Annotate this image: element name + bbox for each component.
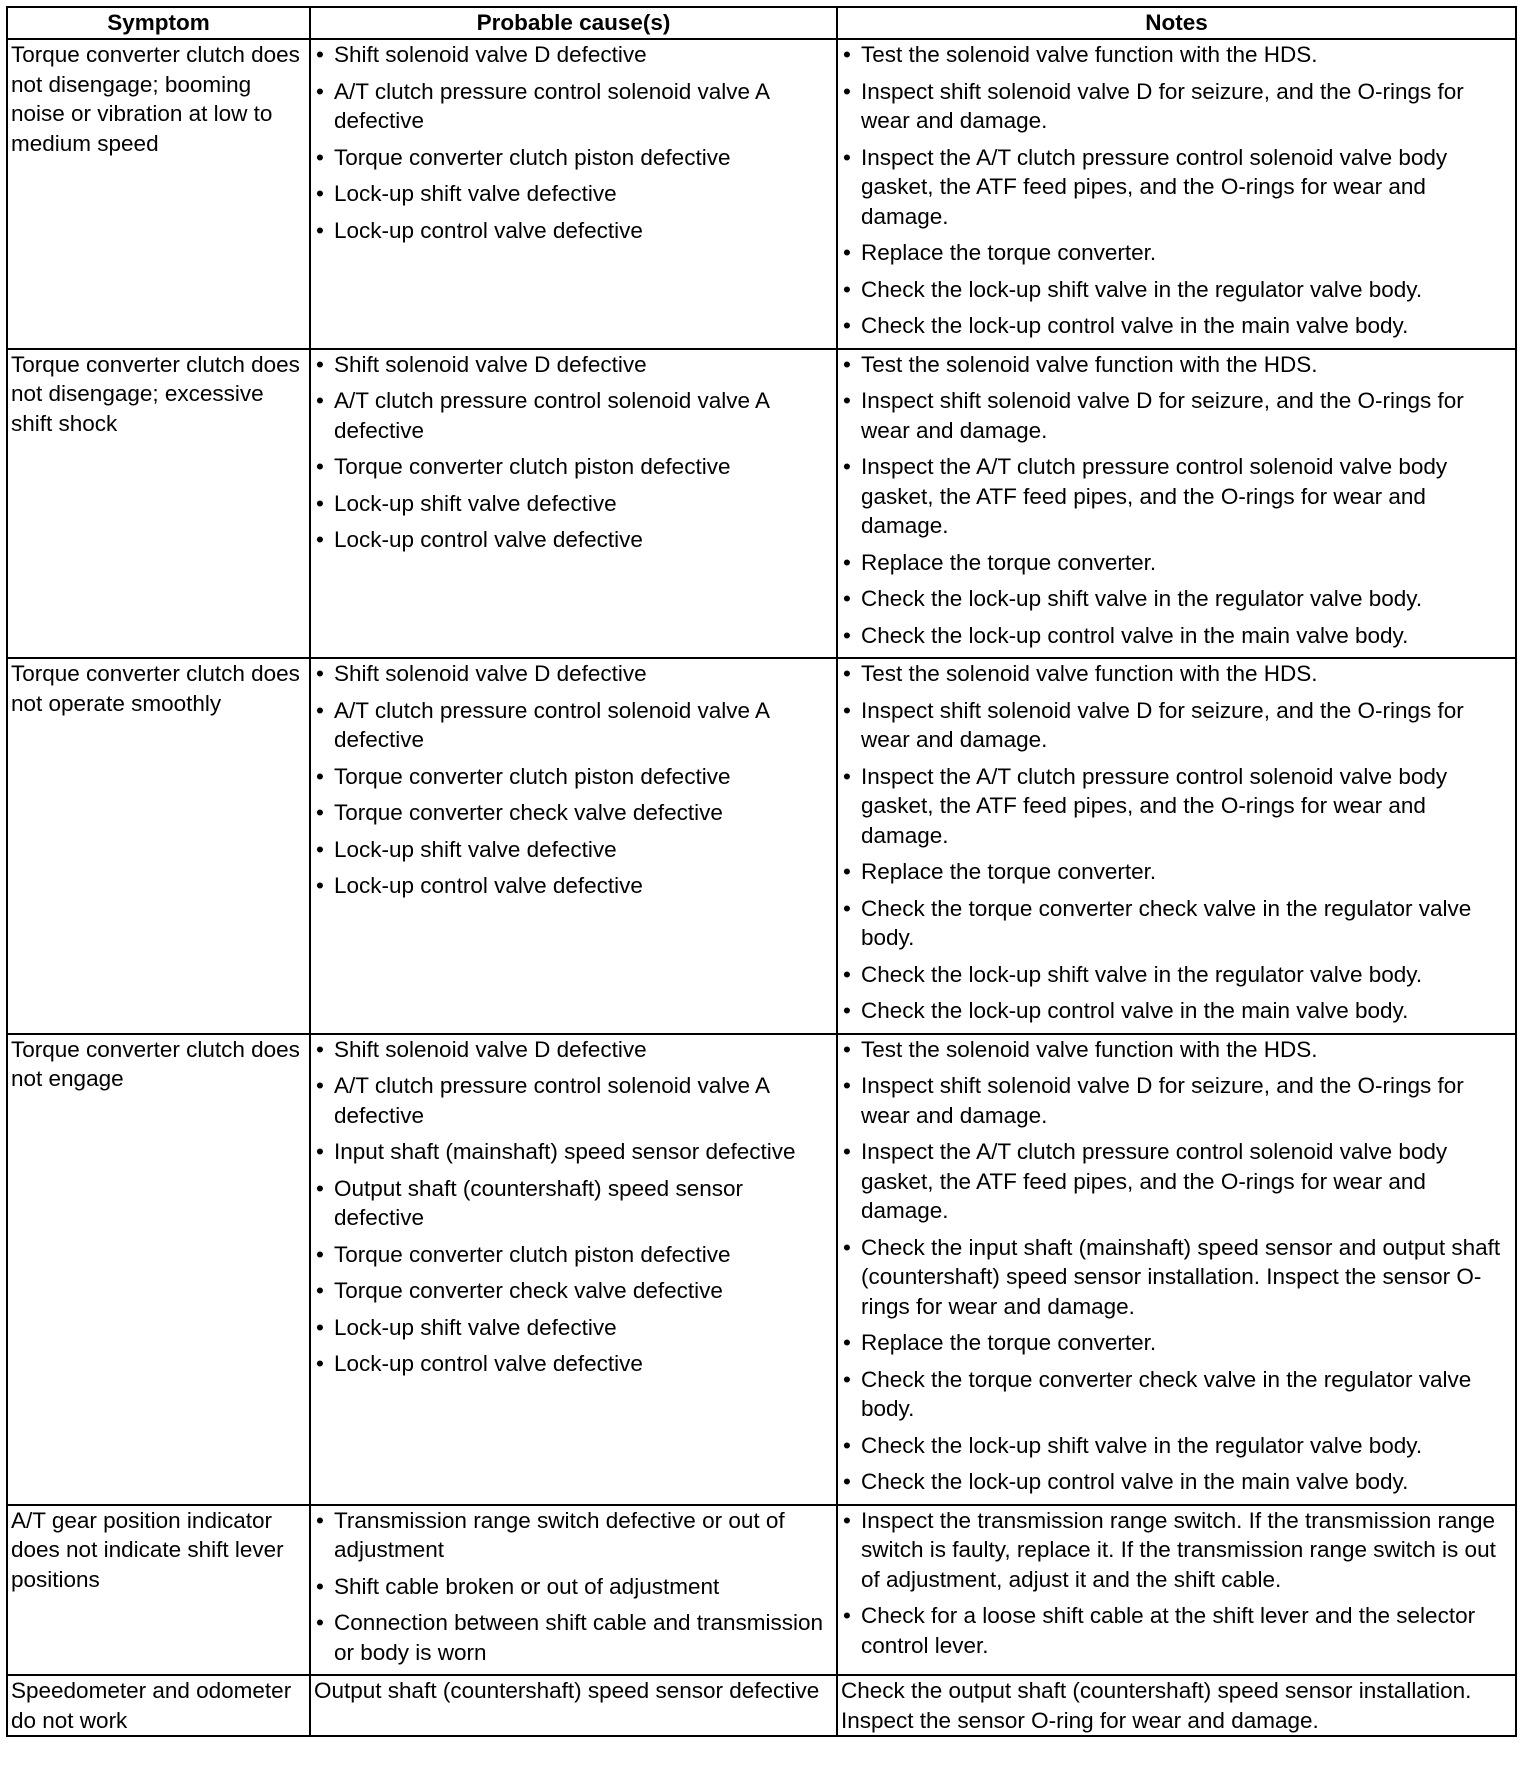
cause-item: • Output shaft (countershaft) speed sensor defective <box>314 1174 834 1233</box>
cause-item: • Torque converter clutch piston defective <box>314 762 834 792</box>
probable-cause-cell <box>310 349 837 659</box>
cause-item: • A/T clutch pressure control solenoid valve A defective <box>314 1071 834 1130</box>
probable-cause-cell: Output shaft (countershaft) speed sensor defective <box>310 1675 837 1736</box>
cause-item: • Lock-up shift valve defective <box>314 179 834 209</box>
notes-cell <box>837 349 1516 659</box>
header-symptom: Symptom <box>7 7 310 39</box>
cause-item: • Torque converter check valve defective <box>314 798 834 828</box>
cause-item: • Shift cable broken or out of adjustment <box>314 1572 834 1602</box>
table-row <box>7 1675 1516 1736</box>
note-item: • Check the lock-up control valve in the main valve body. <box>841 996 1513 1026</box>
symptom-cell: Torque converter clutch does not engage <box>7 1034 310 1505</box>
probable-cause-cell <box>310 39 837 349</box>
cause-item: • Torque converter clutch piston defective <box>314 452 834 482</box>
table-row <box>7 1034 1516 1505</box>
note-item: • Test the solenoid valve function with the HDS. <box>841 659 1513 689</box>
note-item: • Test the solenoid valve function with the HDS. <box>841 350 1513 380</box>
cause-item: • Lock-up shift valve defective <box>314 1313 834 1343</box>
cause-item: • Lock-up control valve defective <box>314 525 834 555</box>
troubleshooting-table <box>6 6 1517 1737</box>
note-item: • Inspect shift solenoid valve D for seizure, and the O-rings for wear and damage. <box>841 1071 1513 1130</box>
note-item: • Check the lock-up control valve in the main valve body. <box>841 621 1513 651</box>
symptom-cell: Speedometer and odometer do not work <box>7 1675 310 1736</box>
note-item: • Inspect shift solenoid valve D for seizure, and the O-rings for wear and damage. <box>841 386 1513 445</box>
cause-list <box>314 659 834 901</box>
note-list <box>841 1035 1513 1497</box>
note-item: • Inspect the A/T clutch pressure control solenoid valve body gasket, the ATF feed pipes, and the O-rings for wear and damage. <box>841 452 1513 541</box>
notes-cell: Check the output shaft (countershaft) speed sensor installation. Inspect the sensor O-ring for wear and damage. <box>837 1675 1516 1736</box>
troubleshooting-page <box>6 6 1515 1737</box>
cause-item: • A/T clutch pressure control solenoid valve A defective <box>314 386 834 445</box>
note-item: • Check the input shaft (mainshaft) speed sensor and output shaft (countershaft) speed sensor installation. Inspect the sensor O-rings for wear and damage. <box>841 1233 1513 1322</box>
notes-cell <box>837 1505 1516 1676</box>
cause-item: • Lock-up shift valve defective <box>314 835 834 865</box>
note-item: • Check the torque converter check valve in the regulator valve body. <box>841 894 1513 953</box>
cause-item: • Lock-up shift valve defective <box>314 489 834 519</box>
notes-cell <box>837 658 1516 1034</box>
note-item: • Check the lock-up shift valve in the regulator valve body. <box>841 960 1513 990</box>
cause-item: • Torque converter check valve defective <box>314 1276 834 1306</box>
note-item: • Inspect the A/T clutch pressure control solenoid valve body gasket, the ATF feed pipes, and the O-rings for wear and damage. <box>841 762 1513 851</box>
note-list <box>841 659 1513 1026</box>
probable-cause-cell <box>310 1505 837 1676</box>
table-row <box>7 349 1516 659</box>
cause-item: • Lock-up control valve defective <box>314 1349 834 1379</box>
note-list <box>841 1506 1513 1661</box>
table-row <box>7 1505 1516 1676</box>
note-list <box>841 40 1513 341</box>
cause-list <box>314 40 834 245</box>
cause-list <box>314 1035 834 1379</box>
note-item: • Test the solenoid valve function with the HDS. <box>841 40 1513 70</box>
note-item: • Check the lock-up shift valve in the regulator valve body. <box>841 1431 1513 1461</box>
notes-cell <box>837 1034 1516 1505</box>
note-item: • Check the lock-up shift valve in the regulator valve body. <box>841 584 1513 614</box>
cause-item: • Input shaft (mainshaft) speed sensor defective <box>314 1137 834 1167</box>
note-item: • Test the solenoid valve function with the HDS. <box>841 1035 1513 1065</box>
cause-item: • Shift solenoid valve D defective <box>314 350 834 380</box>
note-item: • Inspect the A/T clutch pressure control solenoid valve body gasket, the ATF feed pipes, and the O-rings for wear and damage. <box>841 143 1513 232</box>
cause-item: • Connection between shift cable and transmission or body is worn <box>314 1608 834 1667</box>
table-row <box>7 658 1516 1034</box>
cause-list <box>314 1506 834 1668</box>
symptom-cell: Torque converter clutch does not disengage; excessive shift shock <box>7 349 310 659</box>
note-item: • Inspect the transmission range switch. If the transmission range switch is faulty, replace it. If the transmission range switch is out of adjustment, adjust it and the shift cable. <box>841 1506 1513 1595</box>
cause-item: • Shift solenoid valve D defective <box>314 40 834 70</box>
note-item: • Replace the torque converter. <box>841 238 1513 268</box>
cause-item: • Lock-up control valve defective <box>314 216 834 246</box>
note-item: • Inspect the A/T clutch pressure control solenoid valve body gasket, the ATF feed pipes, and the O-rings for wear and damage. <box>841 1137 1513 1226</box>
note-list <box>841 350 1513 651</box>
note-item: • Check the lock-up shift valve in the regulator valve body. <box>841 275 1513 305</box>
cause-item: • Torque converter clutch piston defective <box>314 1240 834 1270</box>
table-row <box>7 39 1516 349</box>
cause-item: • Shift solenoid valve D defective <box>314 1035 834 1065</box>
cause-item: • Lock-up control valve defective <box>314 871 834 901</box>
header-row <box>7 7 1516 39</box>
note-item: • Replace the torque converter. <box>841 548 1513 578</box>
note-item: • Check the torque converter check valve in the regulator valve body. <box>841 1365 1513 1424</box>
cause-list <box>314 350 834 555</box>
cause-item: • A/T clutch pressure control solenoid valve A defective <box>314 77 834 136</box>
note-item: • Check the lock-up control valve in the main valve body. <box>841 1467 1513 1497</box>
probable-cause-cell <box>310 1034 837 1505</box>
note-item: • Check for a loose shift cable at the shift lever and the selector control lever. <box>841 1601 1513 1660</box>
header-notes: Notes <box>837 7 1516 39</box>
symptom-cell: Torque converter clutch does not disengage; booming noise or vibration at low to medium speed <box>7 39 310 349</box>
notes-cell <box>837 39 1516 349</box>
cause-item: • Shift solenoid valve D defective <box>314 659 834 689</box>
cause-item: • Transmission range switch defective or out of adjustment <box>314 1506 834 1565</box>
table-body <box>7 39 1516 1736</box>
header-probable-causes: Probable cause(s) <box>310 7 837 39</box>
note-item: • Replace the torque converter. <box>841 1328 1513 1358</box>
note-item: • Check the lock-up control valve in the main valve body. <box>841 311 1513 341</box>
note-item: • Inspect shift solenoid valve D for seizure, and the O-rings for wear and damage. <box>841 77 1513 136</box>
symptom-cell: A/T gear position indicator does not indicate shift lever positions <box>7 1505 310 1676</box>
note-item: • Replace the torque converter. <box>841 857 1513 887</box>
note-item: • Inspect shift solenoid valve D for seizure, and the O-rings for wear and damage. <box>841 696 1513 755</box>
cause-item: • Torque converter clutch piston defective <box>314 143 834 173</box>
probable-cause-cell <box>310 658 837 1034</box>
cause-item: • A/T clutch pressure control solenoid valve A defective <box>314 696 834 755</box>
symptom-cell: Torque converter clutch does not operate smoothly <box>7 658 310 1034</box>
